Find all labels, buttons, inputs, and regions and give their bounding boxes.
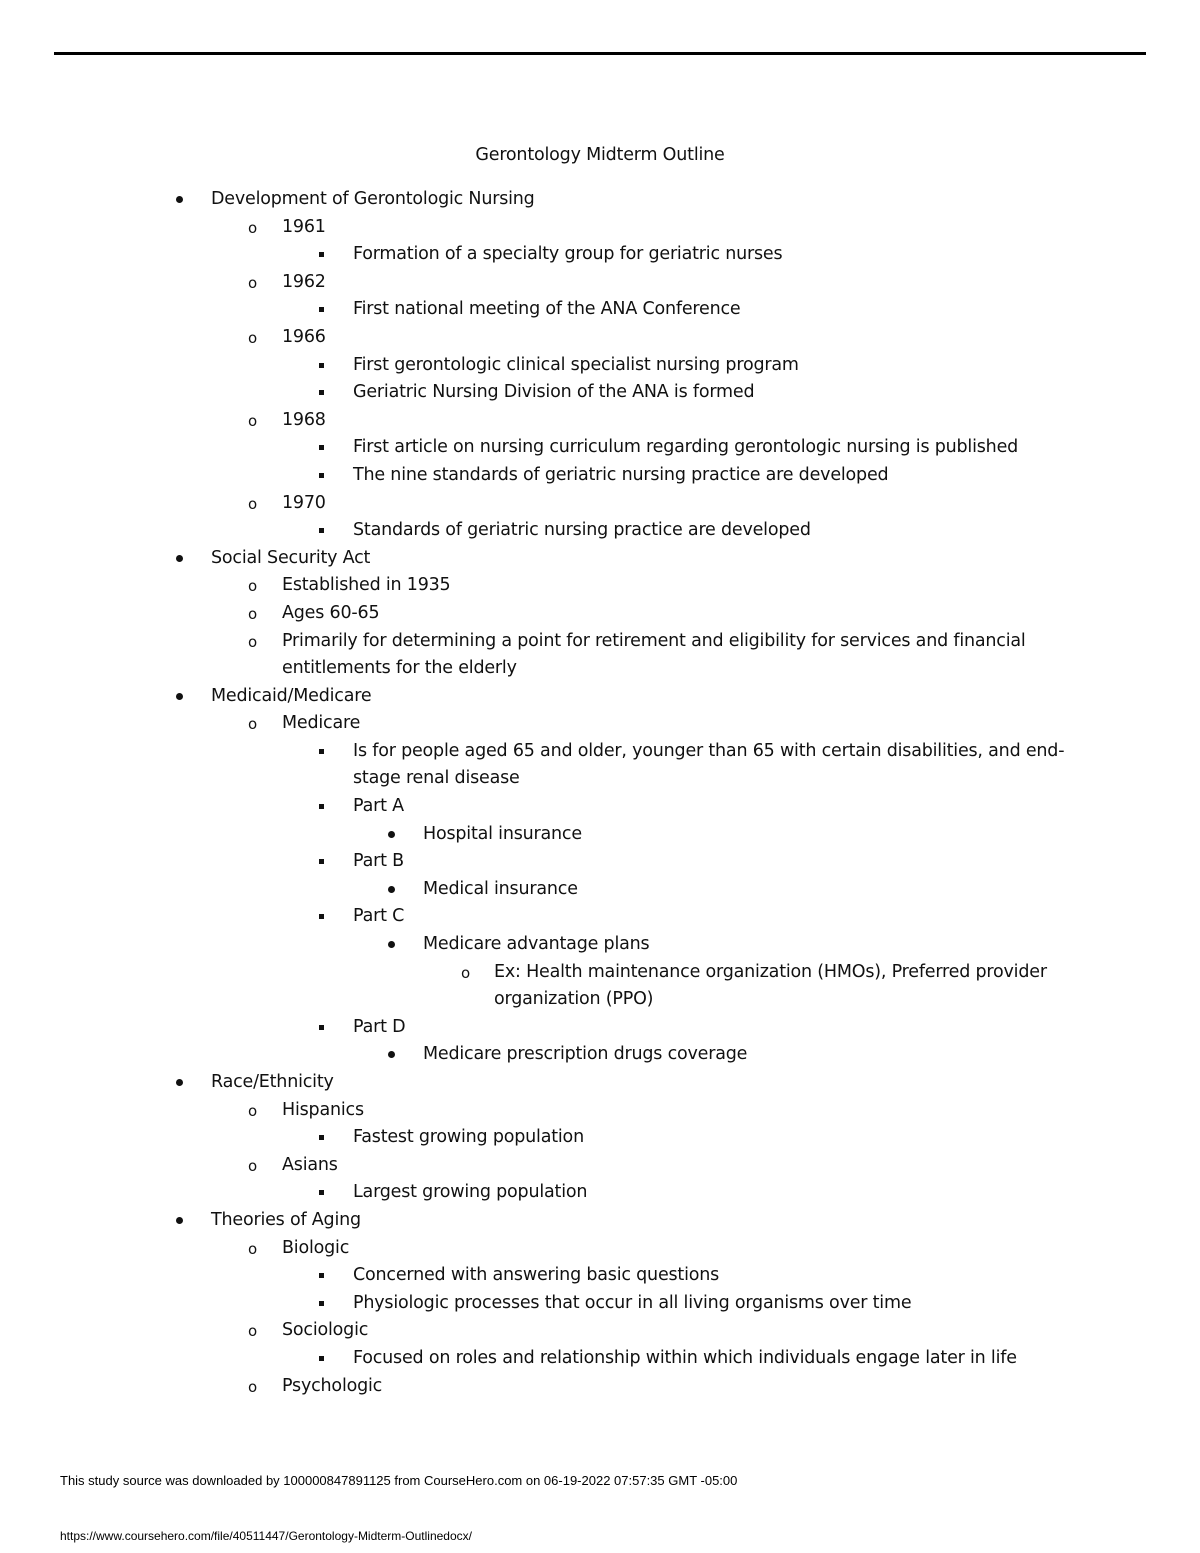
bullet-disc-icon xyxy=(388,831,395,838)
outline-item-level-3 xyxy=(0,1345,1200,1373)
outline-item-text: Sociologic xyxy=(282,1320,369,1341)
outline-item-level-1 xyxy=(0,683,1200,711)
outline-item-text: Is for people aged 65 and older, younger than 65 with certain disabilities, and end-stage renal disease xyxy=(353,740,1065,789)
outline-item-text: Geriatric Nursing Division of the ANA is formed xyxy=(353,382,755,403)
outline-item-level-2 xyxy=(0,1235,1200,1263)
outline-item-text: 1968 xyxy=(282,409,326,430)
outline-item-text: Part C xyxy=(353,906,405,927)
bullet-circle-icon: o xyxy=(248,494,257,513)
outline-item-text: Hispanics xyxy=(282,1099,364,1120)
outline-item-text: Medicare advantage plans xyxy=(423,934,650,955)
outline-item-level-3 xyxy=(0,379,1200,407)
outline-item-level-4 xyxy=(0,1041,1200,1069)
bullet-square-icon xyxy=(319,749,324,754)
outline-item-level-3 xyxy=(0,517,1200,545)
bullet-circle-icon: o xyxy=(248,411,257,430)
outline-item-level-1 xyxy=(0,545,1200,573)
outline-item-text: Asians xyxy=(282,1154,338,1175)
outline-item-level-2 xyxy=(0,490,1200,518)
bullet-disc-icon xyxy=(388,886,395,893)
outline-item-text: Standards of geriatric nursing practice are developed xyxy=(353,520,811,541)
bullet-square-icon xyxy=(319,1273,324,1278)
outline-item-level-3 xyxy=(0,1179,1200,1207)
download-notice: This study source was downloaded by 100000847891125 from CourseHero.com on 06-19-2022 07:57:35 GMT -05:00 xyxy=(60,1473,738,1488)
outline-item-text: Development of Gerontologic Nursing xyxy=(211,189,535,209)
bullet-circle-icon: o xyxy=(248,632,257,651)
bullet-circle-icon: o xyxy=(248,1377,257,1396)
bullet-disc-icon xyxy=(388,1051,395,1058)
bullet-disc-icon xyxy=(176,1079,183,1086)
bullet-square-icon xyxy=(319,1356,324,1361)
bullet-circle-icon: o xyxy=(248,604,257,623)
outline-item-level-3 xyxy=(0,1014,1200,1042)
document-title: Gerontology Midterm Outline xyxy=(475,145,725,165)
bullet-square-icon xyxy=(319,252,324,257)
outline-item-text: Hospital insurance xyxy=(423,823,582,844)
outline-item-level-2 xyxy=(0,324,1200,352)
outline-item-level-3 xyxy=(0,296,1200,324)
header-rule xyxy=(54,52,1146,55)
bullet-square-icon xyxy=(319,1135,324,1140)
outline-item-level-2 xyxy=(0,1373,1200,1401)
outline-item-level-1 xyxy=(0,1069,1200,1097)
outline-item-level-4 xyxy=(0,821,1200,849)
outline-item-level-3 xyxy=(0,462,1200,490)
bullet-square-icon xyxy=(319,307,324,312)
bullet-square-icon xyxy=(319,859,324,864)
outline-item-level-3 xyxy=(0,1262,1200,1290)
bullet-square-icon xyxy=(319,390,324,395)
outline-item-text: Part D xyxy=(353,1016,406,1037)
outline-item-level-2 xyxy=(0,600,1200,628)
outline-item-text: The nine standards of geriatric nursing practice are developed xyxy=(353,464,889,485)
outline-item-text: Part A xyxy=(353,796,404,817)
outline-item-level-3 xyxy=(0,793,1200,821)
outline-item-text: Medical insurance xyxy=(423,878,578,899)
bullet-circle-icon: o xyxy=(248,273,257,292)
bullet-circle-icon: o xyxy=(248,1239,257,1258)
outline-item-level-3 xyxy=(0,241,1200,269)
outline-item-text: Formation of a specialty group for geriatric nurses xyxy=(353,244,783,265)
outline-item-text: Concerned with answering basic questions xyxy=(353,1265,720,1286)
bullet-circle-icon: o xyxy=(248,328,257,347)
outline-item-text: Social Security Act xyxy=(211,547,371,568)
outline-item-level-3 xyxy=(0,1290,1200,1318)
bullet-circle-icon: o xyxy=(461,963,470,982)
outline-item-text: Primarily for determining a point for retirement and eligibility for services and financial entitlements for the elderly xyxy=(282,630,1026,679)
outline-item-level-5 xyxy=(0,959,1200,1014)
outline-item-text: 1970 xyxy=(282,492,326,513)
outline-item-text: Medicaid/Medicare xyxy=(211,685,372,706)
outline-item-text: Psychologic xyxy=(282,1375,383,1396)
bullet-square-icon xyxy=(319,804,324,809)
outline-item-text: Focused on roles and relationship within which individuals engage later in life xyxy=(353,1347,1017,1368)
bullet-square-icon xyxy=(319,1025,324,1030)
outline-item-text: Largest growing population xyxy=(353,1182,588,1203)
bullet-disc-icon xyxy=(176,1217,183,1224)
bullet-circle-icon: o xyxy=(248,577,257,596)
outline-item-text: Ages 60-65 xyxy=(282,602,380,623)
outline-list xyxy=(0,186,1200,1400)
outline-item-level-1 xyxy=(0,186,1200,214)
outline-item-text: Medicare prescription drugs coverage xyxy=(423,1044,748,1065)
bullet-square-icon xyxy=(319,363,324,368)
outline-item-level-3 xyxy=(0,434,1200,462)
outline-item-level-2 xyxy=(0,572,1200,600)
outline-item-level-2 xyxy=(0,710,1200,738)
bullet-circle-icon: o xyxy=(248,1156,257,1175)
outline-item-text: Established in 1935 xyxy=(282,575,451,596)
bullet-circle-icon: o xyxy=(248,1101,257,1120)
outline-item-text: First national meeting of the ANA Conference xyxy=(353,299,741,320)
outline-item-text: First gerontologic clinical specialist nursing program xyxy=(353,354,799,375)
bullet-circle-icon: o xyxy=(248,218,257,237)
bullet-square-icon xyxy=(319,528,324,533)
outline-item-text: Part B xyxy=(353,851,404,872)
outline-item-text: 1966 xyxy=(282,326,326,347)
outline-item-level-4 xyxy=(0,876,1200,904)
bullet-square-icon xyxy=(319,1301,324,1306)
outline-item-level-3 xyxy=(0,1124,1200,1152)
bullet-circle-icon: o xyxy=(248,715,257,734)
outline-item-level-2 xyxy=(0,1152,1200,1180)
outline-item-text: Medicare xyxy=(282,713,361,734)
outline-item-level-3 xyxy=(0,903,1200,931)
outline-item-level-2 xyxy=(0,214,1200,242)
bullet-disc-icon xyxy=(176,196,183,203)
bullet-disc-icon xyxy=(176,555,183,562)
outline-item-text: Race/Ethnicity xyxy=(211,1072,334,1092)
outline-item-text: Fastest growing population xyxy=(353,1127,584,1148)
outline-item-text: First article on nursing curriculum regarding gerontologic nursing is published xyxy=(353,437,1019,458)
outline-item-level-1 xyxy=(0,1207,1200,1235)
outline-item-level-2 xyxy=(0,1097,1200,1125)
bullet-square-icon xyxy=(319,445,324,450)
outline-item-text: 1961 xyxy=(282,216,326,237)
outline-item-level-2 xyxy=(0,407,1200,435)
outline-item-level-2 xyxy=(0,269,1200,297)
outline-item-text: Theories of Aging xyxy=(211,1209,361,1230)
bullet-square-icon xyxy=(319,1190,324,1195)
outline-item-level-2 xyxy=(0,1317,1200,1345)
outline-item-level-3 xyxy=(0,738,1200,793)
outline-item-text: 1962 xyxy=(282,271,326,292)
outline-item-text: Biologic xyxy=(282,1237,350,1258)
outline-item-level-3 xyxy=(0,352,1200,380)
outline-item-text: Ex: Health maintenance organization (HMOs), Preferred provider organization (PPO) xyxy=(494,961,1047,1010)
bullet-disc-icon xyxy=(176,693,183,700)
bullet-square-icon xyxy=(319,473,324,478)
outline-item-text: Physiologic processes that occur in all living organisms over time xyxy=(353,1292,912,1313)
bullet-circle-icon: o xyxy=(248,1322,257,1341)
outline-item-level-2 xyxy=(0,628,1200,683)
bullet-disc-icon xyxy=(388,941,395,948)
bullet-square-icon xyxy=(319,914,324,919)
source-url[interactable]: https://www.coursehero.com/file/40511447/Gerontology-Midterm-Outlinedocx/ xyxy=(60,1529,472,1543)
outline-item-level-3 xyxy=(0,848,1200,876)
outline-item-level-4 xyxy=(0,931,1200,959)
